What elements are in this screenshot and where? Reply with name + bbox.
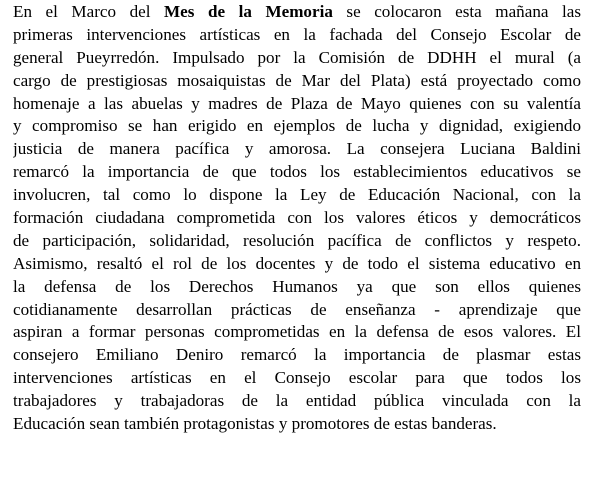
paragraph-line-12: Asimismo, resaltó el rol de los docentes y de todo el sistema educativo en [13, 253, 581, 273]
paragraph-line-11: de participación, solidaridad, resolución pacífica de conflictos y respeto. [13, 230, 581, 250]
paragraph-line-2: primeras intervenciones artísticas en la fachada del Consejo Escolar de [13, 24, 581, 44]
paragraph-line-18: trabajadores y trabajadoras de la entidad pública vinculada con la [13, 391, 581, 411]
paragraph-line-14: cotidianamente desarrollan prácticas de enseñanza - aprendizaje que [13, 299, 581, 319]
intro-text-continued: se colocaron esta mañana las [332, 2, 581, 21]
paragraph-line-10: formación ciudadana comprometida con los valores éticos y democráticos [13, 208, 581, 228]
paragraph-line-5: homenaje a las abuelas y madres de Plaza de Mayo quienes con su valentía [13, 93, 581, 113]
intro-text: En el Marco del [13, 2, 165, 21]
paragraph-line-4: cargo de prestigiosas mosaiquistas de Mar del Plata) está proyectado como [13, 70, 581, 90]
article-paragraph [13, 1, 581, 436]
paragraph-line-19: Educación sean también protagonistas y promotores de estas banderas. [13, 414, 497, 434]
paragraph-line-7: justicia de manera pacífica y amorosa. La consejera Luciana Baldini [13, 139, 581, 159]
paragraph-line-16: consejero Emiliano Deniro remarcó la importancia de plasmar estas [13, 345, 581, 365]
paragraph-line-6: y compromiso se han erigido en ejemplos de lucha y dignidad, exigiendo [13, 116, 581, 136]
paragraph-line-9: involucren, tal como lo dispone la Ley de Educación Nacional, con la [13, 185, 581, 205]
paragraph-line-8: remarcó la importancia de que todos los establecimientos educativos se [13, 162, 581, 182]
paragraph-line-13: la defensa de los Derechos Humanos ya que son ellos quienes [13, 276, 581, 296]
paragraph-line-17: intervenciones artísticas en el Consejo escolar para que todos los [13, 368, 581, 388]
paragraph-line-15: aspiran a formar personas comprometidas en la defensa de esos valores. El [13, 322, 581, 342]
paragraph-line-1 [13, 1, 581, 24]
event-name-bold: Mes de la Memoria [164, 2, 333, 21]
paragraph-line-3: general Pueyrredón. Impulsado por la Comisión de DDHH el mural (a [13, 47, 581, 67]
